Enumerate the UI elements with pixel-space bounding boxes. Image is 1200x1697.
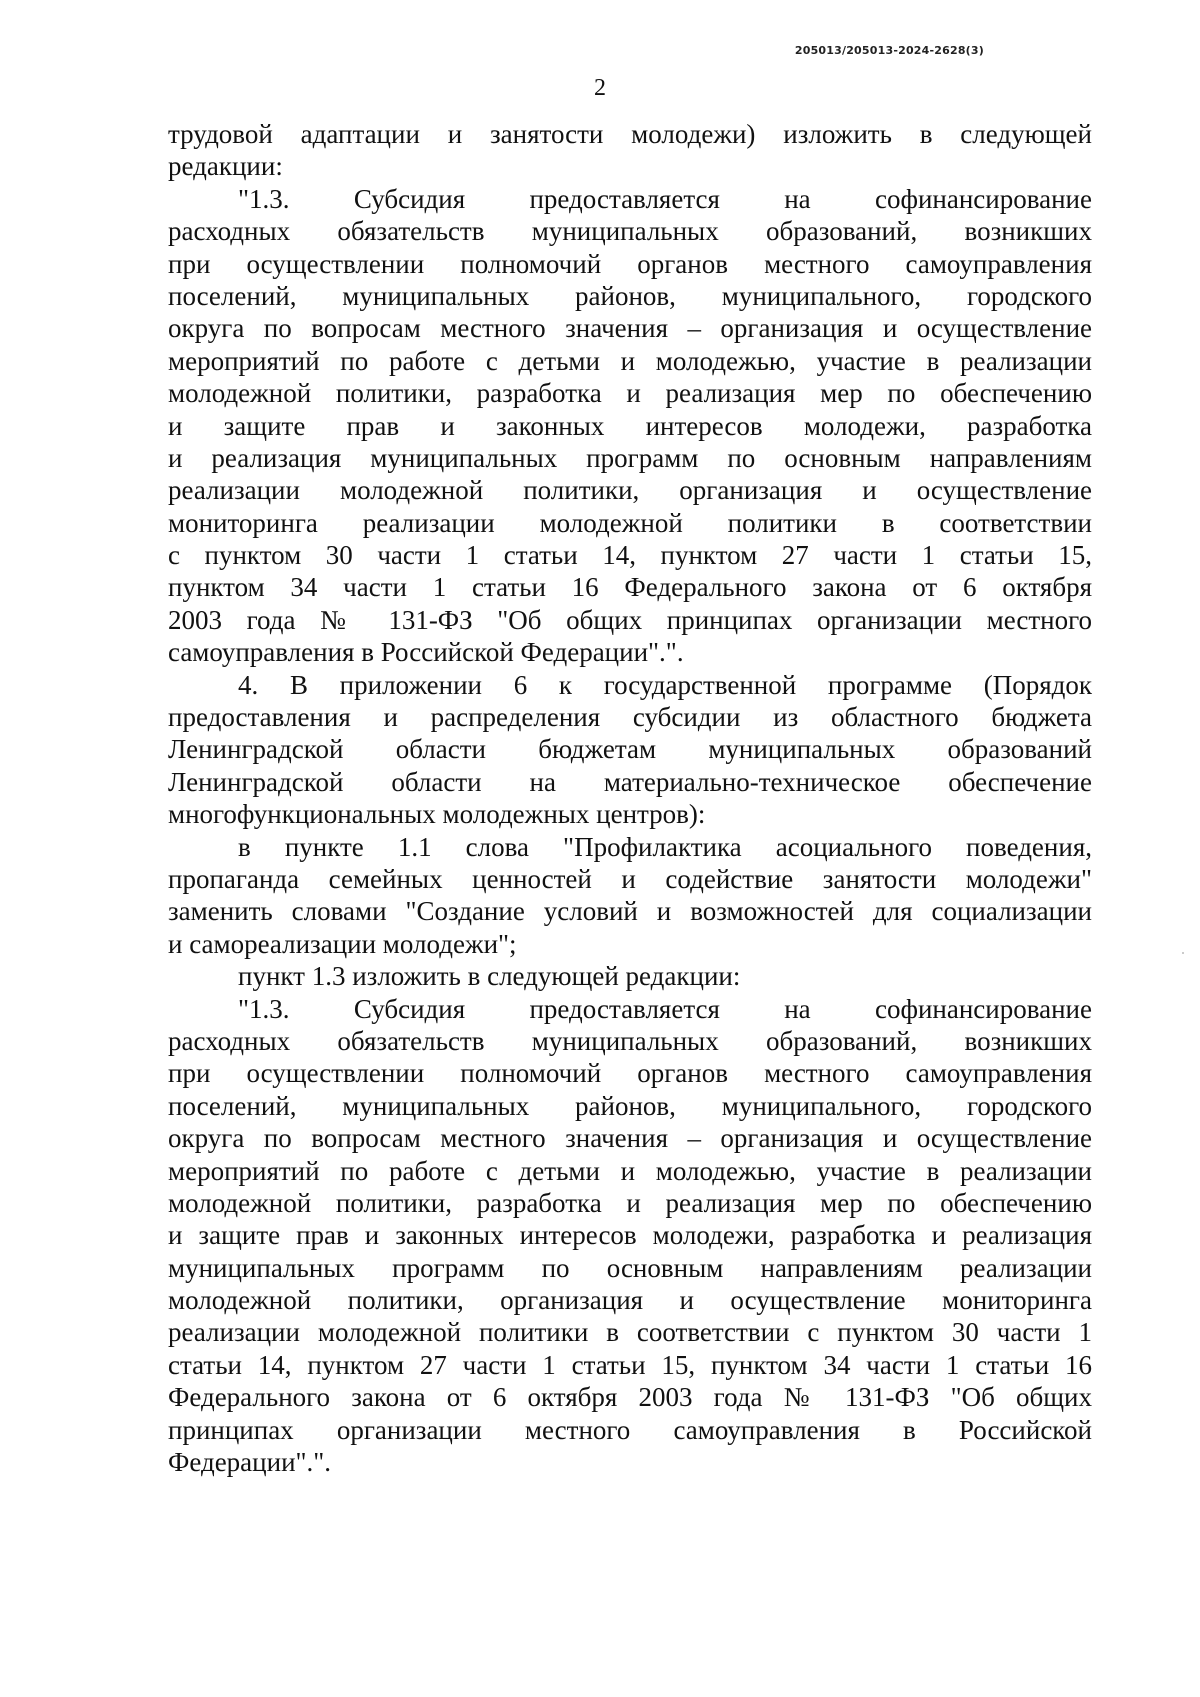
text-line: Федерального закона от 6 октября 2003 года № 131-ФЗ "Об общих	[168, 1382, 1092, 1413]
text-line: многофункциональных молодежных центров):	[168, 799, 706, 830]
text-line: пропаганда семейных ценностей и содействие занятости молодежи"	[168, 863, 1092, 894]
paragraph	[168, 669, 1092, 831]
text-line: пункт 1.3 изложить в следующей редакции:	[238, 961, 741, 992]
paragraph	[168, 960, 1092, 992]
document-id: 205013/205013-2024-2628(3)	[794, 44, 984, 57]
paragraph	[168, 993, 1092, 1479]
text-line: 2003 года № 131-ФЗ "Об общих принципах организации местного	[168, 604, 1092, 635]
text-line: при осуществлении полномочий органов местного самоуправления	[168, 248, 1092, 279]
text-line: поселений, муниципальных районов, муниципального, городского	[168, 1090, 1092, 1121]
text-line: и защите прав и законных интересов молодежи, разработка	[168, 410, 1092, 441]
text-line: молодежной политики, разработка и реализация мер по обеспечению	[168, 1187, 1092, 1218]
text-line: молодежной политики, разработка и реализация мер по обеспечению	[168, 378, 1092, 409]
text-line: "1.3. Субсидия предоставляется на софинансирование	[238, 993, 1092, 1024]
text-line: расходных обязательств муниципальных образований, возникших	[168, 216, 1092, 247]
text-line: Ленинградской области на материально-техническое обеспечение	[168, 766, 1092, 797]
text-line: с пунктом 30 части 1 статьи 14, пунктом 27 части 1 статьи 15,	[168, 540, 1092, 571]
scan-artifact	[1182, 952, 1184, 954]
text-line: самоуправления в Российской Федерации".".	[168, 637, 684, 668]
text-line: реализации молодежной политики, организация и осуществление	[168, 475, 1092, 506]
text-line: молодежной политики, организация и осуществление мониторинга	[168, 1285, 1092, 1316]
text-line: муниципальных программ по основным направлениям реализации	[168, 1252, 1092, 1283]
text-line: и реализация муниципальных программ по основным направлениям	[168, 442, 1092, 473]
text-line: расходных обязательств муниципальных образований, возникших	[168, 1025, 1092, 1056]
text-line: поселений, муниципальных районов, муниципального, городского	[168, 280, 1092, 311]
text-line: принципах организации местного самоуправления в Российской	[168, 1414, 1092, 1445]
text-line: заменить словами "Создание условий и возможностей для социализации	[168, 896, 1092, 927]
page-number: 2	[594, 75, 606, 101]
text-line: редакции:	[168, 151, 283, 182]
text-line: предоставления и распределения субсидии из областного бюджета	[168, 702, 1092, 733]
text-line: округа по вопросам местного значения – организация и осуществление	[168, 313, 1092, 344]
text-line: пунктом 34 части 1 статьи 16 Федерального закона от 6 октября	[168, 572, 1092, 603]
text-line: мониторинга реализации молодежной политики в соответствии	[168, 507, 1092, 538]
text-line: мероприятий по работе с детьми и молодежью, участие в реализации	[168, 1155, 1092, 1186]
paragraph	[168, 831, 1092, 961]
text-line: Федерации".".	[168, 1447, 332, 1478]
text-line: трудовой адаптации и занятости молодежи) изложить в следующей	[168, 119, 1092, 149]
text-line: "1.3. Субсидия предоставляется на софинансирование	[238, 183, 1092, 214]
document-body	[168, 118, 1092, 1478]
text-line: в пункте 1.1 слова "Профилактика асоциального поведения,	[238, 831, 1092, 862]
text-line: округа по вопросам местного значения – организация и осуществление	[168, 1123, 1092, 1154]
text-line: и защите прав и законных интересов молодежи, разработка и реализация	[168, 1220, 1092, 1251]
text-line: реализации молодежной политики в соответствии с пунктом 30 части 1	[168, 1317, 1092, 1348]
text-line: при осуществлении полномочий органов местного самоуправления	[168, 1058, 1092, 1089]
paragraph	[168, 183, 1092, 669]
text-line: статьи 14, пунктом 27 части 1 статьи 15, пунктом 34 части 1 статьи 16	[168, 1349, 1092, 1380]
text-line: мероприятий по работе с детьми и молодежью, участие в реализации	[168, 345, 1092, 376]
text-line: Ленинградской области бюджетам муниципальных образований	[168, 734, 1092, 765]
paragraph	[168, 118, 1092, 183]
text-line: и самореализации молодежи";	[168, 928, 517, 959]
text-line: 4. В приложении 6 к государственной программе (Порядок	[238, 669, 1092, 700]
